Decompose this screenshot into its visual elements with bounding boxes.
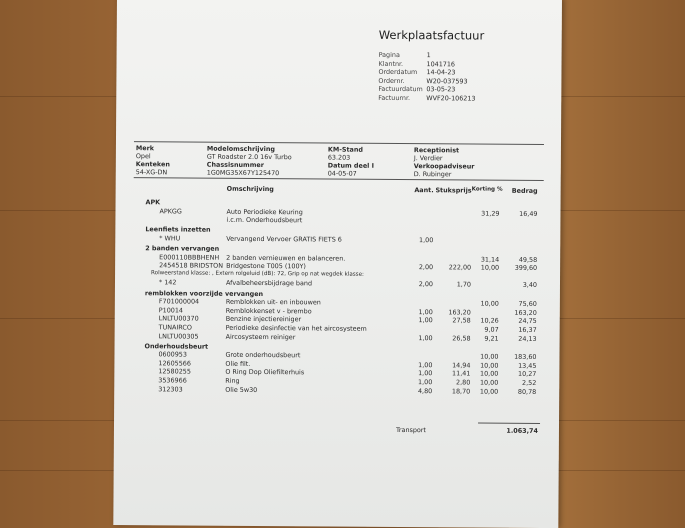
meta-value: W20-037593 [426,78,467,85]
meta-label: Klantnr. [379,60,404,67]
line-qty: 2,00 [397,264,433,271]
line-qty: 1,00 [396,370,432,377]
line-desc: Remblokken uit- en inbouwen [226,299,321,306]
line-code: LNLTU00305 [159,333,199,340]
line-desc: Periodieke desinfectie van het aircosysteem [226,325,367,332]
section-heading: Onderhoudsbeurt [145,343,209,350]
line-code: LNLTU00370 [159,316,199,323]
line-amount: 163,20 [499,309,537,316]
line-amount: 16,49 [499,210,537,217]
line-unit: 26,58 [433,335,471,342]
line-code: 312303 [158,386,182,393]
verkoop-label: Verkoopadviseur [414,163,475,170]
merk-value: Opel [136,153,151,160]
line-desc: Olie 5w30 [225,386,257,393]
line-code: 12580255 [158,369,191,376]
invoice-title: Werkplaatsfactuur [379,30,485,42]
line-qty: 2,00 [397,281,433,288]
line-qty: 1,00 [397,317,433,324]
line-desc: Grote onderhoudsbeurt [225,352,300,359]
line-code: APKGG [159,208,181,215]
kenteken-label: Kenteken [136,161,170,168]
line-disc: 10,00 [471,265,499,272]
col-qty: Aant. [398,187,434,194]
chassis-label: Chassisnummer [207,162,264,169]
line-disc: 10,00 [470,362,498,369]
km-label: KM-Stand [328,146,363,153]
line-amount: 2,52 [498,380,536,387]
line-desc: Ring [225,378,239,385]
col-disc: Korting % [472,187,500,193]
col-unit: Stuksprijs [434,187,472,194]
line-code: P10014 [159,307,183,314]
line-code: 0600953 [158,351,187,358]
vehicle-rule [134,177,544,181]
line-amount: 3,40 [499,282,537,289]
line-desc: O Ring Dop Oliefilterhuis [225,369,304,376]
line-disc: 31,14 [471,256,499,263]
line-qty: 4,80 [396,388,432,395]
meta-label: Factuurnr. [378,94,410,101]
line-desc: Vervangend Vervoer GRATIS FIETS 6 [226,236,342,243]
model-value: GT Roadster 2.0 16v Turbo [207,154,292,161]
line-code: E000110BBBHENH [159,254,219,261]
meta-label: Factuurdatum [378,86,422,93]
chassis-value: 1G0MG35X67Y125470 [207,170,280,177]
section-heading: APK [146,199,161,206]
line-qty: 1,00 [396,362,432,369]
line-desc: Aircosysteem reiniger [226,333,296,340]
line-qty: 1,00 [397,237,433,244]
line-disc: 10,00 [470,354,498,361]
line-disc: 10,00 [470,371,498,378]
line-amount: 75,60 [499,301,537,308]
line-qty: 1,00 [397,309,433,316]
invoice-paper [113,0,562,528]
line-unit: 163,20 [433,309,471,316]
verkoop-value: D. Rubinger [414,171,452,178]
datum-label: Datum deel I [328,162,374,169]
line-desc: Bridgestone T005 (100Y) [226,263,306,270]
meta-label: Pagina [379,52,400,59]
section-heading: 2 banden vervangen [145,245,219,252]
col-amount: Bedrag [500,188,538,195]
line-code: F701000004 [159,298,199,305]
line-code: 12605566 [158,360,191,367]
kenteken-value: 54-XG-DN [136,169,168,176]
section-heading: remblokken voorzijde vervangen [145,290,263,297]
line-desc: Auto Periodieke Keuring [226,208,302,215]
line-qty: 1,00 [397,334,433,341]
meta-value: WVF20-106213 [426,95,475,102]
line-disc: 10,26 [471,318,499,325]
meta-value: 03-05-23 [426,86,455,93]
line-desc: Remblokkenset v - brembo [226,307,312,314]
line-disc: 10,00 [471,301,499,308]
line-amount: 24,13 [499,335,537,342]
line-unit: 18,70 [432,388,470,395]
line-desc: 2 banden vernieuwen en balanceren. [226,254,345,261]
line-code: * WHU [159,235,180,242]
header-rule [134,141,544,145]
line-disc: 10,00 [470,379,498,386]
line-qty: 1,00 [396,379,432,386]
line-amount: 10,27 [498,371,536,378]
line-disc: 9,07 [471,326,499,333]
line-desc: i.c.m. Onderhoudsbeurt [226,217,302,224]
line-code: TUNAIRCO [159,324,192,331]
col-desc: Omschrijving [227,186,274,193]
line-unit: 14,94 [432,362,470,369]
line-amount: 13,45 [498,362,536,369]
model-label: Modelomschrijving [207,146,275,153]
receptionist-value: J. Verdier [414,155,443,162]
line-disc: 10,00 [470,388,498,395]
meta-value: 1 [427,52,431,58]
total-label: Transport [396,427,426,434]
line-code: 2454518 BRIDSTON [159,262,223,269]
line-amount: 24,75 [499,318,537,325]
line-amount: 49,58 [499,256,537,263]
line-unit: 27,58 [433,318,471,325]
line-unit: 11,41 [432,371,470,378]
merk-label: Merk [136,145,154,152]
line-desc: Afvalbeheersbijdrage band [226,280,312,287]
meta-label: Orderdatum [378,69,417,76]
receptionist-label: Receptionist [414,147,459,154]
line-code: * 142 [159,280,176,287]
line-disc: 31,29 [471,210,499,217]
line-amount: 183,60 [498,354,536,361]
line-code: Rolweerstand klasse: , Extern rolgeluid (dB): 72, Grip op nat wegdek klasse: [151,271,364,278]
section-heading: Leenfiets inzetten [145,227,210,234]
meta-value: 14-04-23 [426,69,455,76]
line-unit: 222,00 [433,264,471,271]
line-amount: 399,60 [499,265,537,272]
line-amount: 16,37 [499,327,537,334]
line-desc: Benzine injectiereiniger [226,316,301,323]
datum-value: 04-05-07 [328,170,357,177]
meta-label: Ordernr. [378,77,404,84]
line-unit: 2,80 [432,379,470,386]
line-amount: 80,78 [498,388,536,395]
total-rule [478,423,540,424]
line-code: 3536966 [158,377,187,384]
line-unit: 1,70 [433,282,471,289]
km-value: 63.203 [328,154,350,161]
line-desc: Olie filt. [225,361,250,368]
line-disc: 9,21 [471,335,499,342]
meta-value: 1041716 [427,61,456,68]
total-value: 1.063,74 [488,428,538,435]
